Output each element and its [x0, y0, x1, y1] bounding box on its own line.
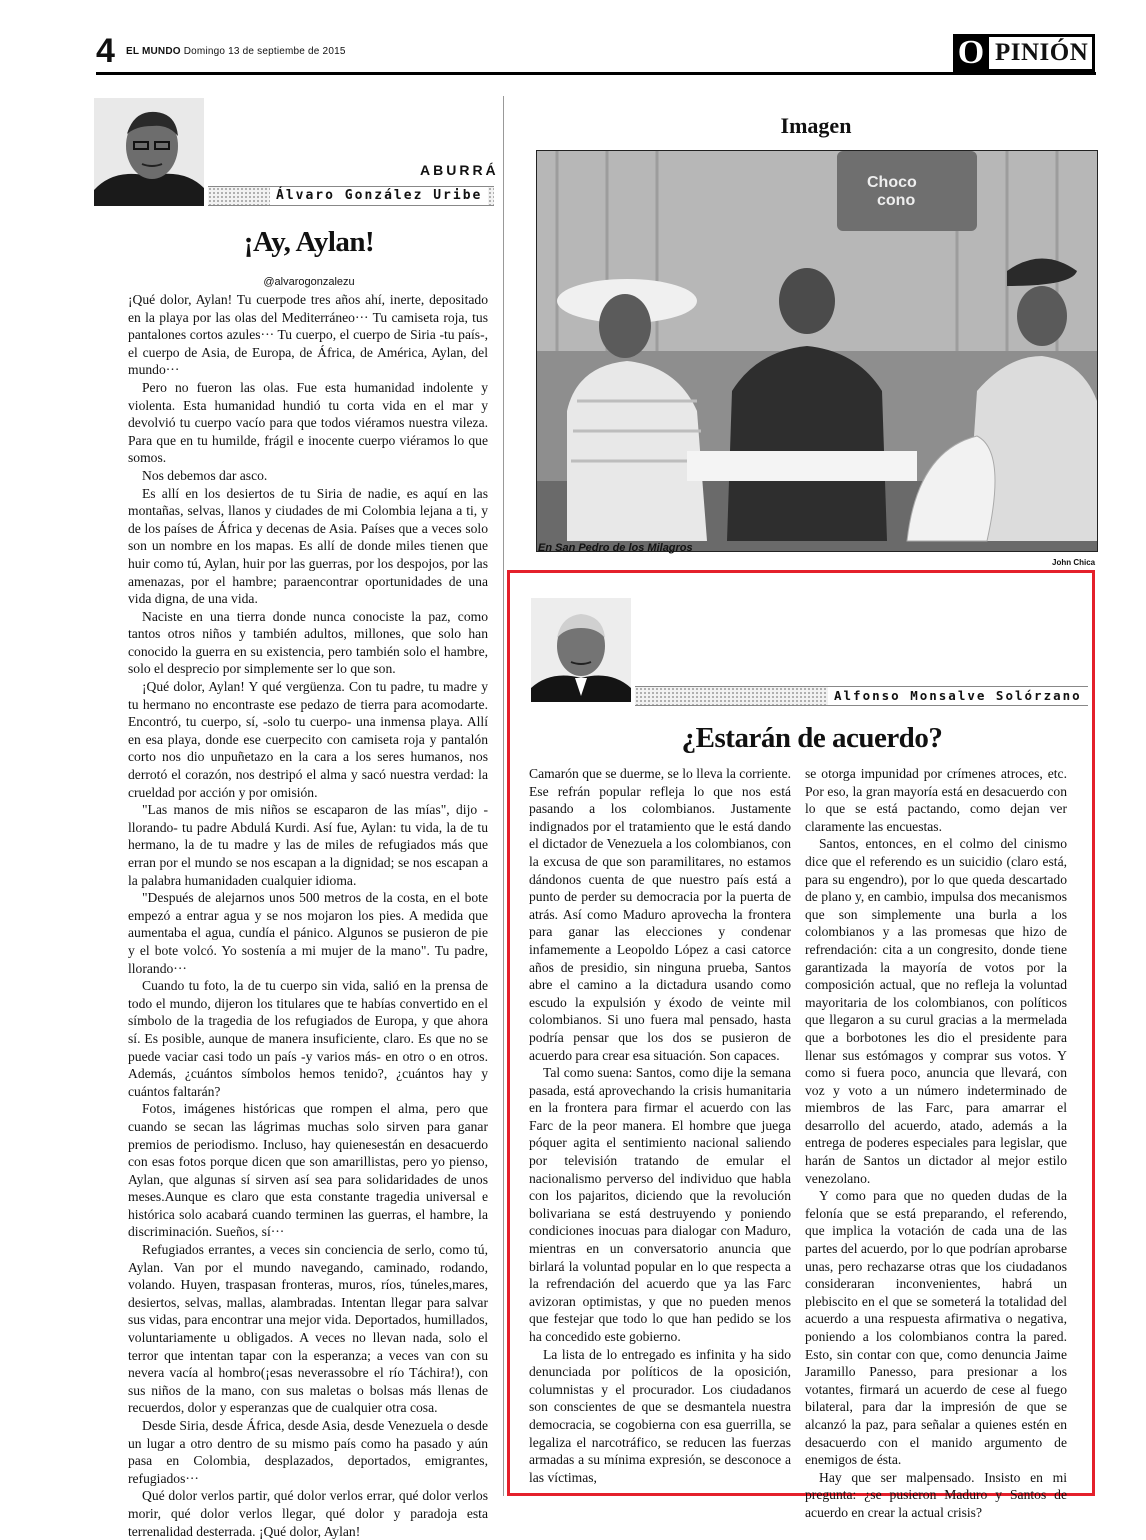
- issue-date: Domingo 13 de septiembe de 2015: [183, 46, 346, 57]
- column-divider: [503, 96, 504, 1496]
- paragraph: Refugiados errantes, a veces sin conciencia de serlo, como tú, Aylan. Van por el mundo navegando, caminado, rodando, volando. Huyen, traspasan fronteras, muros, ríos, túneles,mares, desiertos, selvas, mallas, alambradas. Intentan llegar para salvar sus vidas, para encontrar una mejor vida. Deportados, humillados, voluntariamente u obligados. A veces no llevan nada, solo el terror que intentan tapar con la esperanza; a veces van con su nevera vacía al hombro(¡esas neverassobre el río Táchira!), con sus niños de la mano, con sus maletas o bolsas más llenas de recuerdos, dolor y esperanzas que de cualquier otra cosa.: [128, 1242, 488, 1416]
- article-body-right-col1: [529, 765, 791, 1490]
- paragraph: Nos debemos dar asco.: [142, 467, 268, 483]
- author-name: Álvaro González Uribe: [270, 187, 488, 205]
- bag-label-2: cono: [877, 192, 916, 209]
- paragraph: Qué dolor verlos partir, qué dolor verlos errar, qué dolor verlos morir, qué dolor verlos llegar, qué dolor y paradoja esta terrenalidad desterrada. ¡Qué dolor, Aylan!: [128, 1488, 488, 1539]
- masthead: [126, 46, 346, 57]
- paragraph: Desde Siria, desde África, desde Asia, desde Venezuela o desde un lugar a otro dentro de su mismo país como ha pasado y aún pasa en Colombia, desplazados, deportados, emigrantes, refugiados···: [128, 1418, 488, 1486]
- article-body-left: [128, 291, 488, 1539]
- paragraph: Hay que ser malpensado. Insisto en mi pregunta: ¿se pusieron Maduro y Santos de acuerdo en crear la actual crisis?: [805, 1469, 1067, 1520]
- photo: [536, 150, 1098, 552]
- author-handle: @alvarogonzalezu: [263, 276, 355, 288]
- paragraph: ¡Qué dolor, Aylan! Tu cuerpode tres años ahí, inerte, depositado en la playa por las olas del Mediterráneo··· Tu camiseta roja, tus pantalones cortos azules··· Tu cuerpo, el cuerpo de Siria -tu país-, el cuerpo de Asia, de Europa, de África, de América, Aylan, del mundo···: [128, 292, 488, 378]
- article-body-right-col2: [805, 765, 1067, 1520]
- photo-caption: En San Pedro de los Milagros: [538, 542, 693, 554]
- author-photo-gonzalez: [94, 98, 204, 206]
- paragraph: Pero no fueron las olas. Fue esta humanidad indolente y violenta. Esta humanidad hundió tu corta vida en el mar y devolvió tu cuerpo vacío para que todos viéramos nuestra vileza. Para que en tu humilde, frágil e inocente cuerpo viéramos lo que somos.: [128, 379, 488, 466]
- photo-credit: John Chica: [1052, 558, 1096, 567]
- headline-left: ¡Ay, Aylan!: [243, 226, 375, 258]
- paragraph: "Las manos de mis niños se escaparon de las mías", dijo -llorando- tu padre Abdulá Kurdi. Así fue, Aylan: tu vida, la de tu hermano, la de tu madre y las de miles de refugiados más que erran por el mundo se nos escapan a la dignidad; se nos escapan a la palabra humanidaden cualquier idioma.: [128, 802, 488, 888]
- image-title: Imagen: [780, 113, 852, 138]
- section-initial: O: [953, 34, 989, 72]
- paragraph: Cuando tu foto, la de tu cuerpo sin vida, salió en la prensa de todo el mundo, dijeron los titulares que te habías convertido en el símbolo de la tragedia de los refugiados de Europa, y que ahora sí. Es posible, aunque de manera insuficiente, claro. Es que no se puede vaciar casi todo un país -y varios más- en otro o en otros. Además, ¿cuántos símbolos hemos tenido?, ¿cuántos hay y cuántos faltarán?: [128, 978, 488, 1099]
- paragraph: se otorga impunidad por crímenes atroces, etc. Por eso, la gran mayoría está en desacuerdo con lo que se está pactando, como dejan ver claramente las encuestas.: [805, 766, 1067, 834]
- bag-label-1: Choco: [867, 174, 917, 191]
- page-number: 4: [96, 32, 115, 70]
- author-photo-monsalve: [531, 598, 631, 702]
- paragraph: La lista de lo entregado es infinita y ha sido denunciada por políticos de la oposición, columnistas y el procurador. Los ciudadanos son conscientes de que se desmantela nuestra democracia, se cogobierna con esa guerrilla, se legaliza el narcotráfico, se reducen las fuerzas armadas a su mínima expresión, se desconoce a las víctimas,: [529, 1346, 791, 1485]
- paragraph: Santos, entonces, en el colmo del cinismo dice que el referendo es un suicidio (claro está, para su engendro), por lo que queda descartado de plano y, en cambio, impulsa dos mecanismos que son simplemente una burla a los colombianos y a las promesas que hizo de refrendación: cita a un congresito, donde tiene garantizada la mayoría de votos por la composición actual, que no refleja la voluntad mayoritaria de los colombianos, con políticos que llegaron a su curul gracias a la mermelada que a borbotones les dio el presidente para llenar sus estómagos y comprar sus votos. Y como si fuera poco, anuncia que llevará, con voz y voto a un número indeterminado de miembros de las Farc, para amarrar el desarrollo del acuerdo, atado, además a la entrega de poderes especiales para legislar, que harán de Santos un dictador al mejor estilo venezolano.: [805, 836, 1067, 1186]
- paper-name: EL MUNDO: [126, 46, 181, 57]
- paragraph: ¡Qué dolor, Aylan! Y qué vergüenza. Con tu padre, tu madre y tu hermano no encontraste ese pedazo de tierra para acomodarte. Encontró, tu cuerpo, sí, -solo tu cuerpo- una inmensa playa. Allí en esa playa, donde ese cuerpecito con camiseta roja y pantalón corto nos dio unpuñetazo en la cara a los seres humanos, nos derrotó el corazón, nos destripó el alma y sacó nuestra verdad: la crueldad por acción y por omisión.: [128, 679, 488, 800]
- top-rule: [96, 72, 1096, 75]
- paragraph: Naciste en una tierra donde nunca conociste la paz, como tantos otros niños y también adultos, millones, que solo han conocido la guerra en su existencia, pero también solo el hambre, solo el desprecio por simplemente ser lo que son.: [128, 608, 488, 677]
- column-name: ABURRÁ: [420, 162, 499, 178]
- section-name: PINIÓN: [989, 34, 1095, 72]
- paragraph: "Después de alejarnos unos 500 metros de la costa, en el bote empezó a entrar agua y se nos mojaron los pies. A medida que aumentaba el agua, cundía el pánico. Algunos se pusieron de pie y el bote volcó. Yo sostenía a mi mujer de la mano". Tu padre, llorando···: [128, 890, 488, 976]
- paragraph: Y como para que no queden dudas de la felonía que se está preparando, el referendo, que implica la votación de cada una de las partes del acuerdo, por lo que podrían aprobarse unas, pero rechazarse otras que los ciudadanos consideraran inconvenientes, habrá un plebiscito en el que se someterá la totalidad del acuerdo a una respuesta afirmativa o negativa, poniendo a los colombianos contra la pared. Esto, sin contar con que, como denuncia Jaime Jaramillo Panesso, para presionar a los votantes, firmará un acuerdo de cese al fuego bilateral, para dar la impresión de que se alcanzó la paz, para señalar a quienes estén en desacuerdo con el manido argumento de enemigos de ésta.: [805, 1188, 1067, 1468]
- paragraph: Fotos, imágenes históricas que rompen el alma, pero que cuando se secan las lágrimas muchas solo sirven para ganar premios de periodismo. Incluso, hay quienesestán en desacuerdo con esas fotos porque dicen que son amarillistas, pero yo pienso, Aylan, que algunas sí sirven así sea para solidaridades de unos meses.Aunque es claro que esta constante tragedia universal e histórica solo acabará cuando terminen las guerras, el hambre, la discriminación. Sueños, sí···: [128, 1101, 488, 1240]
- section-tab: [953, 34, 1095, 72]
- paragraph: Es allí en los desiertos de tu Siria de nadie, es aquí en las montañas, selvas, llanos y ciudades de mi Colombia lejana a ti, y de los países de África y decenas de Asia. Países que a veces solo son un nombre en los mapas. Es allí de donde miles tienen que huir como tú, Aylan, huir por las guerras, por los despojos, por las amenazas, por el hambre; paraencontrar oportunidades de una vida digna, de una vida.: [128, 485, 488, 607]
- headline-right: ¿Estarán de acuerdo?: [681, 722, 943, 754]
- author-name-right: Alfonso Monsalve Solórzano: [828, 687, 1088, 705]
- photo-illustration: [537, 151, 1097, 551]
- paragraph: Tal como suena: Santos, como dije la semana pasada, está aprovechando la crisis humanitaria en la frontera para firmar el acuerdo con las Farc de la peor manera. El hombre que juega póquer agita el sentimiento nacional saliendo por televisión tratando de emular el nacionalismo perverso del individuo que habla con los pajaritos, diciendo que la revolución bolivariana se está destruyendo y poniendo condiciones inocuas para dialogar con Maduro, mientras en un conversatorio anuncia que birlará la voluntad popular en lo que respecta a la refrendación del acuerdo que ya las Farc avizoran optimistas, y que no pueden menos que festejar que todo lo que han pedido se los ha concedido este gobierno.: [529, 1065, 791, 1344]
- paragraph: Camarón que se duerme, se lo lleva la corriente. Ese refrán popular refleja lo que nos está pasando a los colombianos. Justamente indignados por el tratamiento que le está dando el dictador de Venezuela a los colombianos, con la excusa de que son paramilitares, no estamos dándonos cuenta de que nuestro país está a punto de perder su democracia por la puerta de atrás. Así como Maduro aprovecha la frontera para ganar las elecciones y condenar infamemente a Leopoldo López a casi catorce años de presidio, sin ninguna prueba, Santos abre el camino a la dictadura usando como escudo la expulsión y éxodo de veinte mil colombianos. Si uno fuera mal pensado, hasta podría pensar que los dos se pusieron de acuerdo para crear esa situación. Son capaces.: [529, 766, 791, 1063]
